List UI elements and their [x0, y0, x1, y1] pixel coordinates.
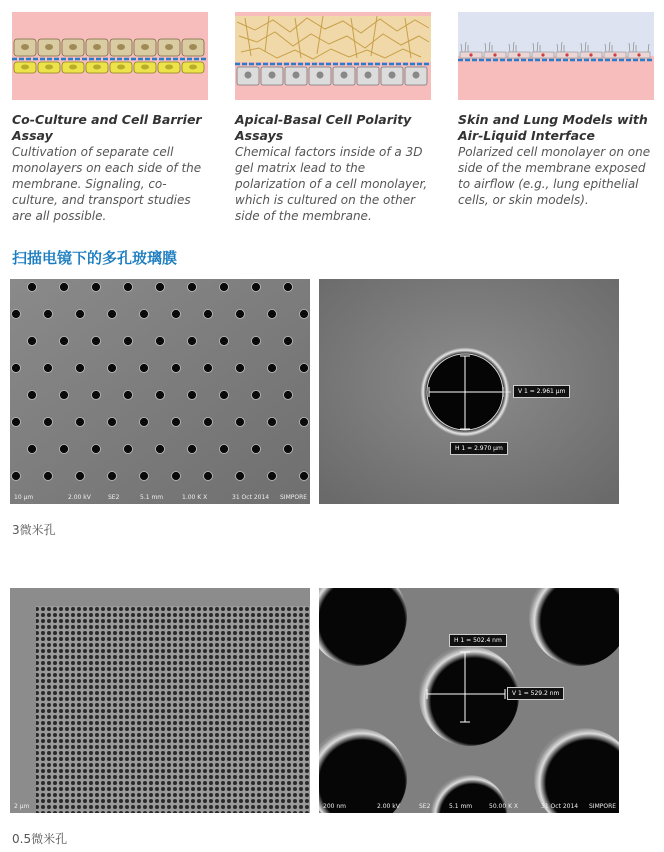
pore-hole	[12, 472, 21, 481]
pore-hole	[188, 283, 197, 292]
pore-hole	[28, 445, 37, 454]
sem-image-3um-array	[10, 279, 310, 504]
pore-hole	[220, 445, 229, 454]
card-description: Chemical factors inside of a 3D gel matrix lead to the polarization of a cell monolayer, which is cultured on the other side of the membrane.	[235, 145, 428, 223]
detector-label: SE2	[419, 803, 431, 810]
v-measurement-label: V 1 = 2.961 μm	[513, 385, 570, 398]
pore-hole	[44, 418, 53, 427]
pore-hole	[188, 337, 197, 346]
pore-hole	[92, 445, 101, 454]
pore-hole	[76, 364, 85, 373]
card-description: Cultivation of separate cell monolayers on each side of the membrane. Signaling, co-culture, and transport studies are all possible.	[12, 145, 202, 223]
co-culture-illustration	[12, 12, 208, 100]
scale-bar-label: 10 μm	[14, 494, 34, 501]
pore-hole	[28, 391, 37, 400]
pore-hole	[204, 472, 213, 481]
pore-hole	[60, 283, 69, 292]
pore-hole	[300, 418, 309, 427]
card-skin-lung	[458, 12, 658, 208]
pore-hole	[188, 445, 197, 454]
sem-image-05um-array	[10, 588, 310, 813]
pore-hole	[188, 391, 197, 400]
pore-hole	[44, 364, 53, 373]
pore-hole	[220, 391, 229, 400]
h-measurement-label: H 1 = 2.970 μm	[450, 442, 508, 455]
sem-image-05um-closeup	[319, 588, 619, 813]
gallery-caption: 0.5微米孔	[12, 832, 68, 846]
pore-hole	[12, 310, 21, 319]
sem-info-bar	[10, 490, 310, 504]
pore-hole	[268, 364, 277, 373]
pore-hole	[124, 391, 133, 400]
pore-hole	[204, 310, 213, 319]
mag-label: 1.00 K X	[182, 494, 208, 501]
pore-hole	[300, 364, 309, 373]
pore-hole	[76, 418, 85, 427]
date-label: 31 Oct 2014	[541, 803, 579, 810]
pore-hole	[140, 364, 149, 373]
pore-hole	[140, 310, 149, 319]
card-title: Co-Culture and Cell Barrier Assay	[12, 112, 202, 143]
pore-hole	[172, 310, 181, 319]
pore-hole	[12, 364, 21, 373]
scale-bar-label: 200 nm	[323, 803, 347, 810]
pore-hole	[124, 337, 133, 346]
pore-hole	[284, 283, 293, 292]
mag-label: 50.00 K X	[489, 803, 519, 810]
pore-hole	[108, 418, 117, 427]
pore-hole	[236, 364, 245, 373]
brand-label: SIMPORE	[589, 803, 617, 810]
sem-image-3um-single-pore	[319, 279, 619, 504]
pore-hole	[44, 310, 53, 319]
pore-hole	[204, 418, 213, 427]
pore-hole	[284, 445, 293, 454]
section-title: 扫描电镜下的多孔玻璃膜	[12, 249, 178, 267]
pore-hole	[60, 337, 69, 346]
pore-hole	[60, 391, 69, 400]
pore-hole	[60, 445, 69, 454]
card-apical-basal	[235, 12, 435, 224]
pore-hole	[156, 337, 165, 346]
pore-hole	[252, 391, 261, 400]
scale-bar-label: 2 μm	[14, 803, 30, 810]
pore-hole	[268, 472, 277, 481]
pore-hole	[140, 418, 149, 427]
card-title: Apical-Basal Cell Polarity Assays	[235, 112, 412, 143]
pore-hole	[268, 418, 277, 427]
pore-hole	[108, 310, 117, 319]
card-title: Skin and Lung Models with Air-Liquid Interface	[458, 112, 648, 143]
wd-label: 5.1 mm	[140, 494, 164, 501]
pore-hole	[44, 472, 53, 481]
pore-hole	[12, 418, 21, 427]
pore-hole	[28, 283, 37, 292]
pore-hole	[300, 472, 309, 481]
pore-hole	[156, 283, 165, 292]
pore-hole	[204, 364, 213, 373]
detector-label: SE2	[108, 494, 120, 501]
pore-hole	[92, 391, 101, 400]
pore-hole	[124, 445, 133, 454]
pore-hole	[220, 337, 229, 346]
pore-hole	[236, 472, 245, 481]
v-measurement-label: V 1 = 529.2 nm	[507, 687, 564, 700]
pore-hole	[156, 445, 165, 454]
pore-hole	[252, 283, 261, 292]
pore-hole	[300, 310, 309, 319]
sem-info-bar	[319, 799, 619, 813]
card-description: Polarized cell monolayer on one side of the membrane exposed to airflow (e.g., lung epithelial cells, or skin models).	[458, 145, 651, 207]
pore-hole	[172, 418, 181, 427]
gallery-caption: 3微米孔	[12, 523, 56, 537]
pore-hole	[124, 283, 133, 292]
h-measurement-label: H 1 = 502.4 nm	[449, 634, 507, 647]
pore-hole	[76, 472, 85, 481]
pore-hole	[140, 472, 149, 481]
pore-hole	[108, 472, 117, 481]
pore-hole	[108, 364, 117, 373]
pore-hole	[236, 418, 245, 427]
pore-hole	[284, 391, 293, 400]
apical-basal-illustration	[235, 12, 431, 100]
skin-lung-illustration	[458, 12, 654, 100]
pore-hole	[268, 310, 277, 319]
pore-hole	[252, 445, 261, 454]
pore-hole	[252, 337, 261, 346]
pore-hole	[220, 283, 229, 292]
pore-hole	[156, 391, 165, 400]
card-co-culture	[12, 12, 212, 224]
pore-hole	[28, 337, 37, 346]
date-label: 31 Oct 2014	[232, 494, 270, 501]
voltage-label: 2.00 kV	[68, 494, 91, 501]
pore-hole	[92, 337, 101, 346]
pore-hole	[92, 283, 101, 292]
wd-label: 5.1 mm	[449, 803, 473, 810]
brand-label: SIMPORE	[280, 494, 308, 501]
pore-hole	[172, 472, 181, 481]
voltage-label: 2.00 kV	[377, 803, 400, 810]
pore-hole	[236, 310, 245, 319]
pore-hole	[284, 337, 293, 346]
pore-hole	[76, 310, 85, 319]
sem-info-bar	[10, 799, 310, 813]
pore-hole	[172, 364, 181, 373]
